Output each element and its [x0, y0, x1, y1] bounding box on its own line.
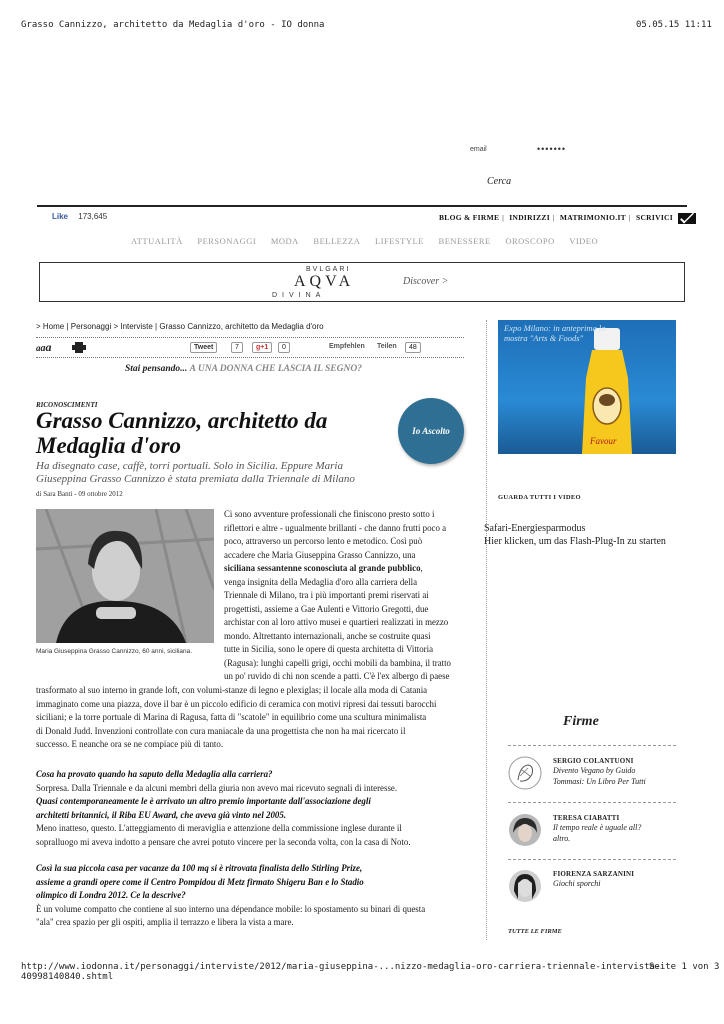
related-teaser: Stai pensando... A UNA DONNA CHE LASCIA IL SEGNO? — [125, 364, 362, 374]
all-firme-link[interactable]: TUTTE LE FIRME — [508, 928, 562, 935]
author-avatar-teresa[interactable] — [508, 813, 542, 847]
share-button[interactable]: Teilen — [377, 343, 397, 350]
gplus-icon: g — [256, 344, 261, 351]
font-small-button[interactable]: a — [36, 343, 41, 353]
divider — [36, 357, 464, 358]
breadcrumb[interactable]: > Home | Personaggi > Interviste | Grasso Cannizzo, architetto da Medaglia d'oro — [36, 322, 324, 331]
interview — [36, 768, 476, 930]
tweet-button[interactable]: Tweet — [190, 342, 217, 353]
email-field[interactable]: email — [470, 146, 487, 153]
tweet-count: 7 — [231, 342, 243, 353]
author-avatar-sergio[interactable] — [508, 756, 542, 790]
top-link-scrivici[interactable]: SCRIVICI — [635, 213, 673, 223]
nav-item-bellezza[interactable]: BELLEZZA — [313, 236, 361, 246]
photo-caption: Maria Giuseppina Grasso Cannizzo, 60 anni, siciliana. — [36, 648, 193, 655]
divider — [508, 859, 676, 860]
recommend-button[interactable]: Empfehlen — [329, 343, 365, 350]
question: Cosa ha provato quando ha saputo della Medaglia alla carriera? — [36, 769, 273, 779]
related-link[interactable]: A UNA DONNA CHE LASCIA IL SEGNO? — [189, 364, 362, 374]
question: Quasi contemporaneamente le è arrivato un altro premio importante dall'associazione degli architetti britannici, il Riba EU Award, che aveva già vinto nel 2005. — [36, 796, 371, 820]
answer: Sorpresa. Dalla Triennale e da alcuni membri della giuria non avevo mai ricevuto segnali di interesse. — [36, 782, 398, 793]
nav-item-video[interactable]: VIDEO — [569, 236, 599, 246]
top-links: BLOG & FIRME | INDIRIZZI | MATRIMONIO.IT | SCRIVICI — [439, 213, 696, 224]
nav-item-oroscopo[interactable]: OROSCOPO — [505, 236, 555, 246]
sidebar-divider — [486, 320, 487, 940]
password-field[interactable]: ••••••• — [537, 144, 567, 154]
nav-item-attualita[interactable]: ATTUALITÀ — [131, 236, 183, 246]
divider — [508, 745, 676, 746]
firma-item[interactable] — [553, 814, 641, 844]
section-label: RICONOSCIMENTI — [36, 401, 98, 409]
bold-phrase: siciliana sessantenne sconosciuta al grande pubblico — [224, 563, 421, 573]
top-link-blog[interactable]: BLOG & FIRME — [439, 213, 500, 223]
nav-item-personaggi[interactable]: PERSONAGGI — [197, 236, 257, 246]
gplus-count: 0 — [278, 342, 290, 353]
main-nav — [131, 236, 610, 246]
nav-item-benessere[interactable]: BENESSERE — [438, 236, 491, 246]
divider — [508, 802, 676, 803]
top-link-matrimonio[interactable]: MATRIMONIO.IT — [559, 213, 626, 223]
article-body-full: trasformato al suo interno in grande loft, con volumi-stanze di legno e plexiglas; il locale alla moda di Catania immaginato come una piazza, dove il bar è un piccolo edificio di ceramica con motivi ripresi dai tessuti barocchi siciliani; e la torre portuale di Marina di Ragusa, fatta di "scatole" in equilibrio come una scultura minimalista di Donald Judd. Invenzioni controllate con cura maniacale da una progettista che non ha mai ricercato il successo. E neanche ora se ne compiace più di tanto. — [36, 685, 437, 749]
top-rule — [37, 205, 687, 207]
mail-icon[interactable] — [678, 213, 696, 224]
author-post[interactable]: Giochi sporchi — [553, 879, 601, 888]
print-icon[interactable] — [72, 342, 86, 353]
firme-heading: Firme — [563, 714, 599, 729]
article-body-column: Ci sono avventure professionali che finiscono presto sotto i riflettori e altre - ugualmente brillanti - che danno frutti poco a poco, attraverso un percorso lento e metodico. Così può accadere che Maria Giuseppina Grasso Cannizzo, una siciliana sessantenne sconosciuta al grande pubblico, venga insignita della Medaglia d'oro alla carriera della Triennale di Milano, tra i più importanti premi riservati ai progettisti, assieme a Gae Aulenti e Vittorio Gregotti, due archistar con al loro attivo musei e quartieri realizzati in mezzo mondo. Altrettanto internazionali, anche se costruite quasi tutte in Sicilia, sono le opere di questa architetta di Vittoria (Ragusa): lunghi capelli grigi, occhi mobili da bambina, il tratto un po' ruvido di chi non scende a patti. C'è l'ex albergo di paese — [224, 509, 451, 681]
print-header-datetime: 05.05.15 11:11 — [636, 20, 712, 30]
byline: di Sara Banti - 09 ottobre 2012 — [36, 490, 123, 498]
like-count: 173,645 — [78, 212, 108, 221]
author-name[interactable]: TERESA CIABATTI — [553, 814, 620, 822]
video-title[interactable]: Expo Milano: in anteprima la mostra "Arts & Foods" — [504, 323, 606, 343]
share-count: 48 — [405, 342, 421, 353]
ad-banner[interactable] — [39, 262, 685, 302]
firma-item[interactable] — [553, 757, 646, 787]
nav-item-lifestyle[interactable]: LIFESTYLE — [375, 236, 424, 246]
print-footer-page: Seite 1 von 3 — [649, 962, 720, 972]
firma-item[interactable] — [553, 870, 634, 889]
nav-item-moda[interactable]: MODA — [270, 236, 299, 246]
author-name[interactable]: FIORENZA SARZANINI — [553, 870, 635, 878]
author-post[interactable]: Divento Vegano by Guido Tommasi: Un Libro Per Tutti — [553, 766, 646, 786]
svg-text:Favour: Favour — [590, 436, 617, 446]
banner-brand-main: AQVA — [294, 273, 355, 290]
font-large-button[interactable]: a — [45, 340, 52, 354]
question: Così la sua piccola casa per vacanze da 100 mq si è ritrovata finalista dello Stirling Prize, assieme a grandi opere come il Centro Pompidou di Metz firmato Shigeru Ban e lo Stadio olimpico di Londra 2012. Ce la descrive? — [36, 863, 364, 900]
banner-brand-bottom: DIVINA — [272, 292, 326, 299]
gplus-button[interactable]: g+1 — [252, 342, 272, 353]
answer: È un volume compatto che contiene al suo interno una dépendance mobile: lo spostamento su binari di questa "ala" crea spazio per gli ospiti, amplia il terrazzo e libera la vista a mare. — [36, 903, 426, 927]
all-videos-link[interactable]: GUARDA TUTTI I VIDEO — [498, 494, 581, 501]
author-avatar-fiorenza[interactable] — [508, 869, 542, 903]
print-header-title: Grasso Cannizzo, architetto da Medaglia d'oro - IO donna — [21, 20, 325, 30]
answer: Meno inatteso, questo. L'atteggiamento di meraviglia e attenzione della commissione inglese durante il sopralluogo mi aveva indotto a pensare che avrei potuto vincere per la seconda volta, con la casa di Noto. — [36, 823, 411, 847]
font-size-controls[interactable] — [36, 340, 52, 355]
audio-button[interactable]: Io Ascolto — [398, 398, 464, 464]
like-button[interactable]: Like — [52, 212, 69, 221]
author-name[interactable]: SERGIO COLANTUONI — [553, 757, 634, 765]
article-photo — [36, 509, 214, 643]
font-medium-button[interactable]: a — [40, 343, 46, 354]
article-subtitle: Ha disegnato case, caffè, torri portuali. Solo in Sicilia. Eppure Maria Giuseppina Grasso Cannizzo è stata premiata dalla Triennale di Milano — [36, 460, 355, 485]
video-player[interactable] — [498, 320, 676, 454]
print-footer-url: http://www.iodonna.it/personaggi/interviste/2012/maria-giuseppina-...nizzo-medaglia-oro-carriera-triennale-intervista-40998140840.shtml — [21, 962, 661, 982]
search-button[interactable]: Cerca — [487, 176, 512, 187]
divider — [36, 337, 464, 338]
author-post[interactable]: Il tempo reale è uguale all? altro. — [553, 823, 642, 843]
facebook-like[interactable] — [52, 212, 107, 221]
video-thumbnail — [576, 328, 638, 454]
banner-cta[interactable]: Discover > — [403, 276, 449, 287]
article-title: Grasso Cannizzo, architetto da Medaglia d'oro — [36, 408, 328, 458]
flash-plugin-notice[interactable]: Safari-Energiesparmodus Hier klicken, um das Flash-Plug-In zu starten — [484, 523, 666, 547]
banner-brand-top: BVLGARI — [306, 266, 351, 273]
top-link-indirizzi[interactable]: INDIRIZZI — [509, 213, 550, 223]
